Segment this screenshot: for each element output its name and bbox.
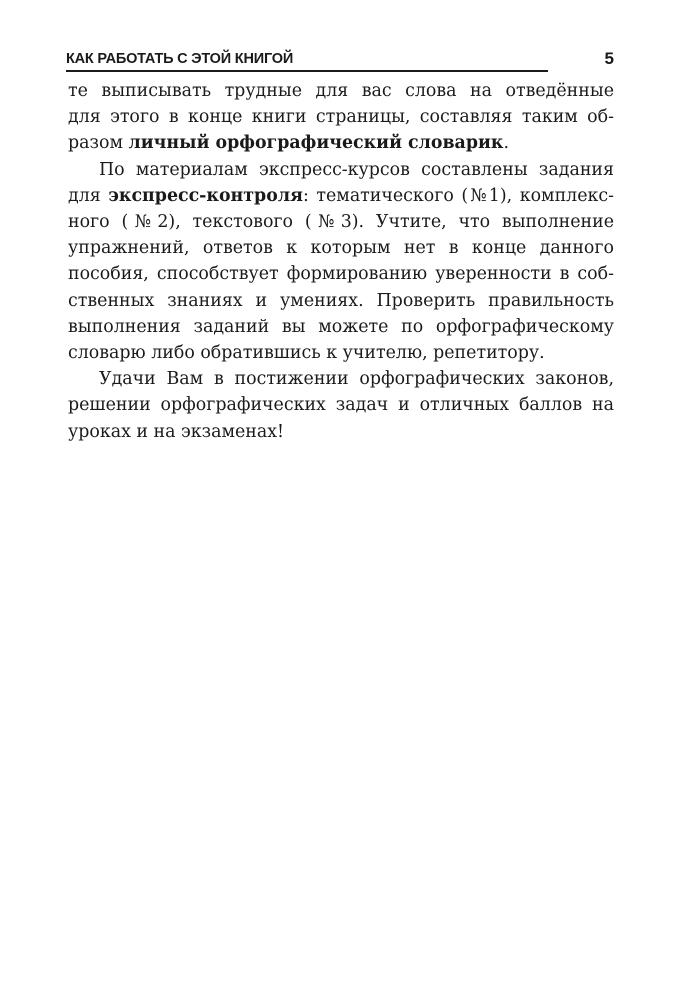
text-line bbox=[68, 314, 614, 340]
header-rule bbox=[66, 70, 548, 72]
text-line bbox=[68, 157, 614, 183]
bold-term: экспресс-контроля bbox=[108, 185, 303, 206]
text-line bbox=[68, 392, 614, 418]
text-run: решении орфографических задач и отличных баллов на bbox=[68, 395, 614, 416]
page-number: 5 bbox=[604, 49, 614, 68]
text-run: словарю либо обратившись к учителю, репетитору. bbox=[68, 343, 545, 364]
text-line bbox=[68, 340, 614, 366]
text-line bbox=[68, 78, 614, 104]
text-line bbox=[68, 183, 614, 209]
running-title: КАК РАБОТАТЬ С ЭТОЙ КНИГОЙ bbox=[66, 51, 294, 67]
text-run: : тематического (№1), комплекс- bbox=[302, 185, 614, 206]
text-run: разом bbox=[68, 133, 129, 154]
text-line bbox=[68, 288, 614, 314]
text-line bbox=[68, 235, 614, 261]
text-line bbox=[68, 366, 614, 392]
text-run: те выписывать трудные для вас слова на отведённые bbox=[68, 81, 614, 101]
text-line bbox=[68, 209, 614, 235]
text-run: . bbox=[503, 133, 509, 154]
text-run: По материалам экспресс-курсов составлены задания bbox=[99, 159, 614, 180]
text-run: ственных знаниях и умениях. Проверить правильность bbox=[68, 290, 614, 311]
text-line bbox=[68, 104, 614, 130]
text-run: уроках и на экзаменах! bbox=[68, 421, 285, 442]
text-line bbox=[68, 130, 614, 156]
text-run: ного (№2), текстового (№3). Учтите, что выполнение bbox=[68, 212, 614, 233]
text-run: Удачи Вам в постижении орфографических законов, bbox=[99, 369, 614, 390]
text-run: для bbox=[68, 185, 109, 206]
body-text bbox=[68, 78, 614, 445]
running-head bbox=[66, 50, 614, 74]
text-run: выполнения заданий вы можете по орфографическому bbox=[68, 316, 614, 337]
text-line bbox=[68, 261, 614, 287]
bold-term: личный орфографический словарик bbox=[128, 133, 504, 154]
text-run: для этого в конце книги страницы, составляя таким об- bbox=[68, 107, 614, 128]
text-run: пособия, способствует формированию уверенности в соб- bbox=[68, 264, 614, 285]
text-run: упражнений, ответов к которым нет в конце данного bbox=[68, 238, 614, 259]
text-line bbox=[68, 419, 614, 445]
